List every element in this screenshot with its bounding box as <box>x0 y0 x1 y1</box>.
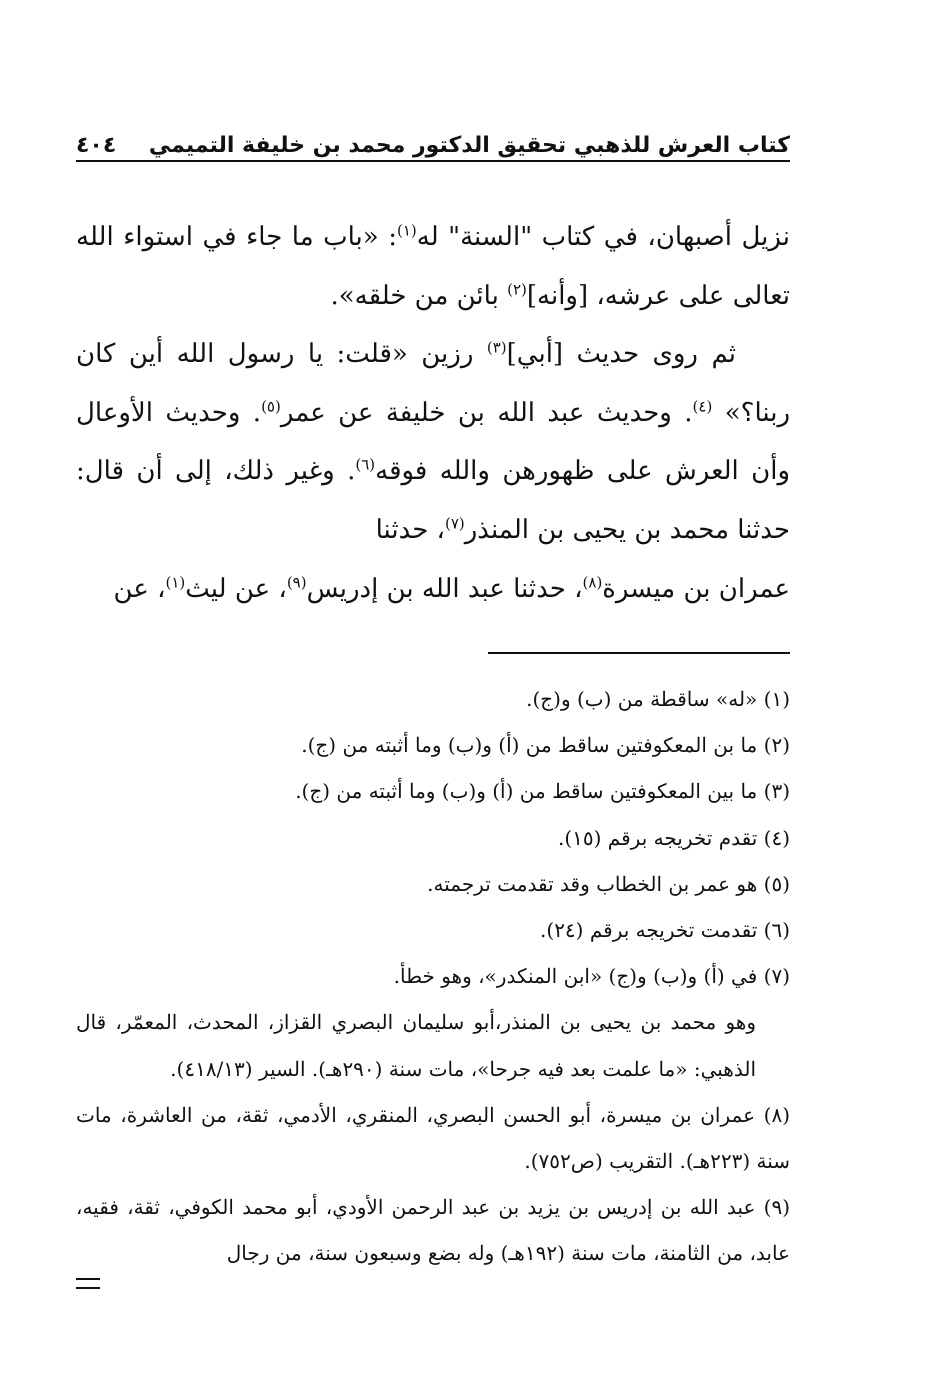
text-run: ، عن ليث <box>185 573 287 604</box>
footnote-7-continuation: وهو محمد بن يحيى بن المنذر،أبو سليمان البصري القزاز، المحدث، المعمّر، قال الذهبي: «ما علمت بعد فيه جرحا»، مات سنة (٢٩٠هـ). السير (٤١٨/١٣). <box>76 1010 756 1081</box>
footnote-ref: (٨) <box>582 572 603 591</box>
text-run: . وغير ذلك، إلى أن قال: حدثنا محمد بن يحيى بن المنذر <box>76 456 790 545</box>
continuation-mark <box>76 1278 100 1289</box>
text-run: ، حدثنا <box>375 514 445 545</box>
page-number: ٤٠٤ <box>76 133 117 158</box>
footnote-ref: (٤) <box>692 397 713 416</box>
text-run: ، عن <box>113 573 166 604</box>
footnote-1: (١) «له» ساقطة من (ب) و(ج). <box>526 687 790 711</box>
paragraph-2 <box>76 325 790 559</box>
header-rule <box>76 160 790 162</box>
footnote-separator <box>488 652 790 654</box>
main-text <box>76 208 790 618</box>
page-header <box>76 118 790 158</box>
text-run: ، حدثنا عبد الله بن إدريس <box>306 573 583 604</box>
footnotes <box>76 676 790 1277</box>
text-run: نزيل أصبهان، في كتاب "السنة" له <box>416 222 790 252</box>
book-title: كتاب العرش للذهبي تحقيق الدكتور محمد بن خليفة التميمي <box>148 133 790 158</box>
footnote-6: (٦) تقدمت تخريجه برقم (٢٤). <box>540 918 790 943</box>
footnote-ref: (١) <box>165 572 186 591</box>
footnote-ref: (٥) <box>261 397 281 416</box>
footnote-8: (٨) عمران بن ميسرة، أبو الحسن البصري، المنقري، الأدمي، ثقة، من العاشرة، مات سنة (٢٢٣هـ). التقريب (ص٧٥٢). <box>76 1102 790 1174</box>
footnote-ref: (٦) <box>355 455 376 474</box>
paragraph-1 <box>76 208 790 325</box>
text-run: بائن من خلقه». <box>330 280 508 311</box>
footnote-ref: (٧) <box>444 514 465 533</box>
footnote-ref: (٩) <box>286 572 307 591</box>
text-run: . وحديث الأوعال وأن العرش على ظهورهن والله فوقه <box>76 397 790 487</box>
footnote-7: (٧) في (أ) و(ب) و(ج) «ابن المنكدر»، وهو خطأ. <box>393 964 790 989</box>
footnote-9: (٩) عبد الله بن إدريس بن يزيد بن عبد الرحمن الأودي، أبو محمد الكوفي، ثقة، فقيه، عابد، من الثامنة، مات سنة (١٩٢هـ) وله بضع وسبعون سنة، من رجال <box>76 1195 790 1266</box>
footnote-4: (٤) تقدم تخريجه برقم (١٥). <box>557 825 790 850</box>
text-run: عمران بن ميسرة <box>602 573 790 604</box>
text-run: رزين «قلت: يا رسول الله أين كان ربنا؟» <box>76 339 791 428</box>
text-run: : «باب ما جاء في استواء الله تعالى على عرشه، [وأنه] <box>76 222 790 311</box>
text-run: ثم روى حديث [أبي] <box>506 339 736 370</box>
footnote-ref: (٣) <box>486 338 507 357</box>
text-run: . وحديث عبد الله بن خليفة عن عمر <box>280 397 693 428</box>
footnote-5: (٥) هو عمر بن الخطاب وقد تقدمت ترجمته. <box>427 871 790 896</box>
footnote-2: (٢) ما بن المعكوفتين ساقط من (أ) و(ب) وما أثبته من (ج). <box>301 733 790 758</box>
footnote-3: (٣) ما بين المعكوفتين ساقط من (أ) و(ب) وما أثبته من (ج). <box>295 779 790 804</box>
footnote-ref: (١) <box>396 221 417 240</box>
footnote-ref: (٢) <box>507 279 527 298</box>
paragraph-3 <box>76 560 790 619</box>
